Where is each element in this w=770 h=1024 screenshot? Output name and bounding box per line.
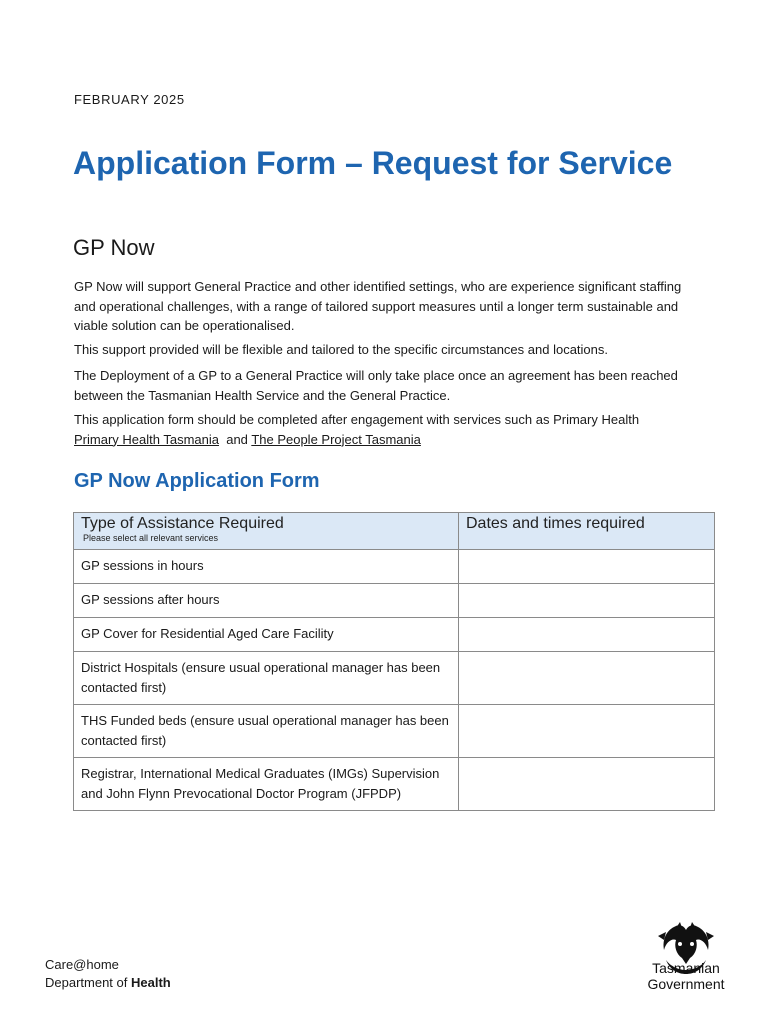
dates-times-field[interactable] <box>459 584 715 618</box>
table-row <box>74 584 715 618</box>
wordmark-line-1: Tasmanian <box>652 960 720 976</box>
page-subtitle: GP Now <box>73 235 155 260</box>
dates-times-field[interactable] <box>459 705 715 758</box>
intro-paragraph-4 <box>74 410 704 449</box>
table-header-row <box>74 513 715 550</box>
table-row <box>74 618 715 652</box>
intro-and-text: and <box>226 431 248 447</box>
section-heading: GP Now Application Form <box>74 470 320 492</box>
table-row <box>74 705 715 758</box>
assistance-option-gp-in-hours[interactable]: GP sessions in hours <box>74 550 459 584</box>
footer-department <box>45 956 171 992</box>
primary-health-tasmania-link[interactable]: Primary Health Tasmania <box>74 431 219 447</box>
page-title: Application Form – Request for Service <box>73 145 673 181</box>
table-row <box>74 652 715 705</box>
dates-header-label: Dates and times required <box>466 515 645 532</box>
dates-column-header <box>459 513 715 550</box>
document-date: FEBRUARY 2025 <box>74 92 185 107</box>
dates-times-field[interactable] <box>459 652 715 705</box>
application-form-table <box>73 512 715 811</box>
footer-department-name: Health <box>131 975 171 990</box>
intro-paragraph-1: GP Now will support General Practice and other identified settings, who are experience significant staffing and operational challenges, with a range of tailored support measures until a longer term sustainable and viable solution can be operationalised. <box>74 279 682 333</box>
intro-paragraph-2: This support provided will be flexible and tailored to the specific circumstances and locations. <box>74 342 608 357</box>
assistance-option-gp-after-hours[interactable]: GP sessions after hours <box>74 584 459 618</box>
table-row <box>74 550 715 584</box>
footer-department-line <box>45 974 171 992</box>
footer-program: Care@home <box>45 957 119 972</box>
dates-times-field[interactable] <box>459 758 715 811</box>
assistance-header-note: Please select all relevant services <box>83 533 219 543</box>
assistance-option-registrar-supervision[interactable]: Registrar, International Medical Graduates (IMGs) Supervision and John Flynn Prevocational Doctor Program (JFPDP) <box>74 758 459 811</box>
assistance-option-racf-cover[interactable]: GP Cover for Residential Aged Care Facility <box>74 618 459 652</box>
wordmark-line-2: Government <box>647 976 725 992</box>
intro-paragraph-3: The Deployment of a GP to a General Practice will only take place once an agreement has been reached between the Tasmanian Health Service and the General Practice. <box>74 368 678 403</box>
assistance-option-district-hospitals[interactable]: District Hospitals (ensure usual operational manager has been contacted first) <box>74 652 459 705</box>
footer-department-prefix: Department of <box>45 975 128 990</box>
assistance-option-ths-funded-beds[interactable]: THS Funded beds (ensure usual operational manager has been contacted first) <box>74 705 459 758</box>
table-row <box>74 758 715 811</box>
assistance-column-header <box>74 513 459 550</box>
intro-paragraph-4-text: This application form should be completed after engagement with services such as Primary Health <box>74 412 640 427</box>
government-wordmark <box>636 960 736 992</box>
assistance-header-label: Type of Assistance Required <box>81 515 284 532</box>
dates-times-field[interactable] <box>459 550 715 584</box>
people-project-tasmania-link[interactable]: The People Project Tasmania <box>251 431 421 447</box>
dates-times-field[interactable] <box>459 618 715 652</box>
